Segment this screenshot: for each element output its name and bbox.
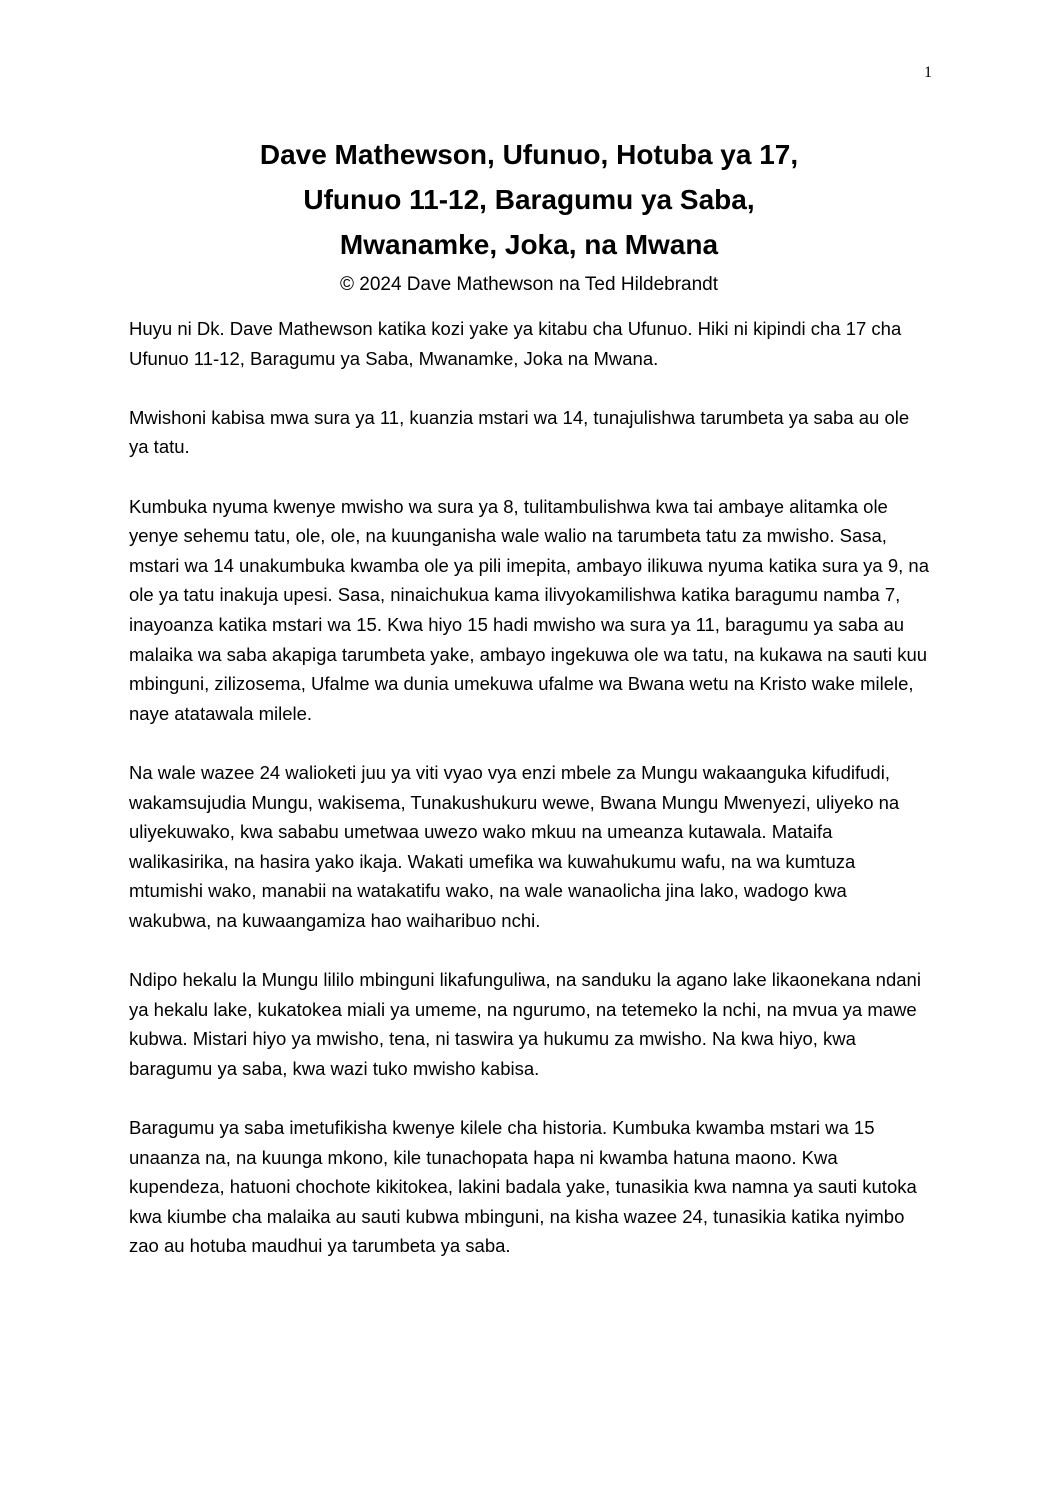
page-number: 1	[924, 64, 932, 81]
paragraph: Kumbuka nyuma kwenye mwisho wa sura ya 8, tulitambulishwa kwa tai ambaye alitamka ole yenye sehemu tatu, ole, ole, na kuunganisha wale walio na tarumbeta tatu za mwisho. Sasa, mstari wa 14 unakumbuka kwamba ole ya pili imepita, ambayo ilikuwa nyuma katika sura ya 9, na ole ya tatu inakuja upesi. Sasa, ninaichukua kama ilivyokamilishwa katika baragumu namba 7, inayoanza katika mstari wa 15. Kwa hiyo 15 hadi mwisho wa sura ya 11, baragumu ya saba au malaika wa saba akapiga tarumbeta yake, ambayo ingekuwa ole wa tatu, na kukawa na sauti kuu mbinguni, zilizosema, Ufalme wa dunia umekuwa ufalme wa Bwana wetu na Kristo wake milele, naye atatawala milele.	[129, 495, 929, 724]
paragraph: Ndipo hekalu la Mungu lililo mbinguni likafunguliwa, na sanduku la agano lake likaonekana ndani ya hekalu lake, kukatokea miali ya umeme, na ngurumo, na tetemeko la nchi, na mvua ya mawe kubwa. Mistari hiyo ya mwisho, tena, ni taswira ya hukumu za mwisho. Na kwa hiyo, kwa baragumu ya saba, kwa wazi tuko mwisho kabisa.	[129, 969, 921, 1079]
paragraph: Huyu ni Dk. Dave Mathewson katika kozi yake ya kitabu cha Ufunuo. Hiki ni kipindi cha 17 cha Ufunuo 11-12, Baragumu ya Saba, Mwanamke, Joka na Mwana.	[129, 318, 902, 369]
document-header	[0, 132, 1058, 299]
title-line-1: Dave Mathewson, Ufunuo, Hotuba ya 17,	[259, 139, 799, 170]
title-line-2: Ufunuo 11-12, Baragumu ya Saba,	[303, 184, 755, 215]
document-body	[129, 314, 929, 1261]
paragraph: Na wale wazee 24 walioketi juu ya viti vyao vya enzi mbele za Mungu wakaanguka kifudifudi, wakamsujudia Mungu, wakisema, Tunakushukuru wewe, Bwana Mungu Mwenyezi, uliyeko na uliyekuwako, kwa sababu umetwaa uwezo wako mkuu na umeanza kutawala. Mataifa walikasirika, na hasira yako ikaja. Wakati umefika wa kuwahukumu wafu, na wa kumtuza mtumishi wako, manabii na watakatifu wako, na wale wanaolicha jina lako, wadogo kwa wakubwa, na kuwaangamiza hao waiharibuo nchi.	[129, 761, 900, 931]
paragraph: Baragumu ya saba imetufikisha kwenye kilele cha historia. Kumbuka kwamba mstari wa 15 unaanza na, na kuunga mkono, kile tunachopata hapa ni kwamba hatuna maono. Kwa kupendeza, hatuoni chochote kikitokea, lakini badala yake, tunasikia kwa namna ya sauti kutoka kwa kiumbe cha malaika au sauti kubwa mbinguni, na kisha wazee 24, tunasikia katika nyimbo zao au hotuba maudhui ya tarumbeta ya saba.	[129, 1117, 917, 1257]
copyright-notice: © 2024 Dave Mathewson na Ted Hildebrandt	[339, 274, 719, 295]
title-line-3: Mwanamke, Joka, na Mwana	[339, 229, 719, 260]
paragraph: Mwishoni kabisa mwa sura ya 11, kuanzia mstari wa 14, tunajulishwa tarumbeta ya saba au ole ya tatu.	[129, 406, 910, 458]
